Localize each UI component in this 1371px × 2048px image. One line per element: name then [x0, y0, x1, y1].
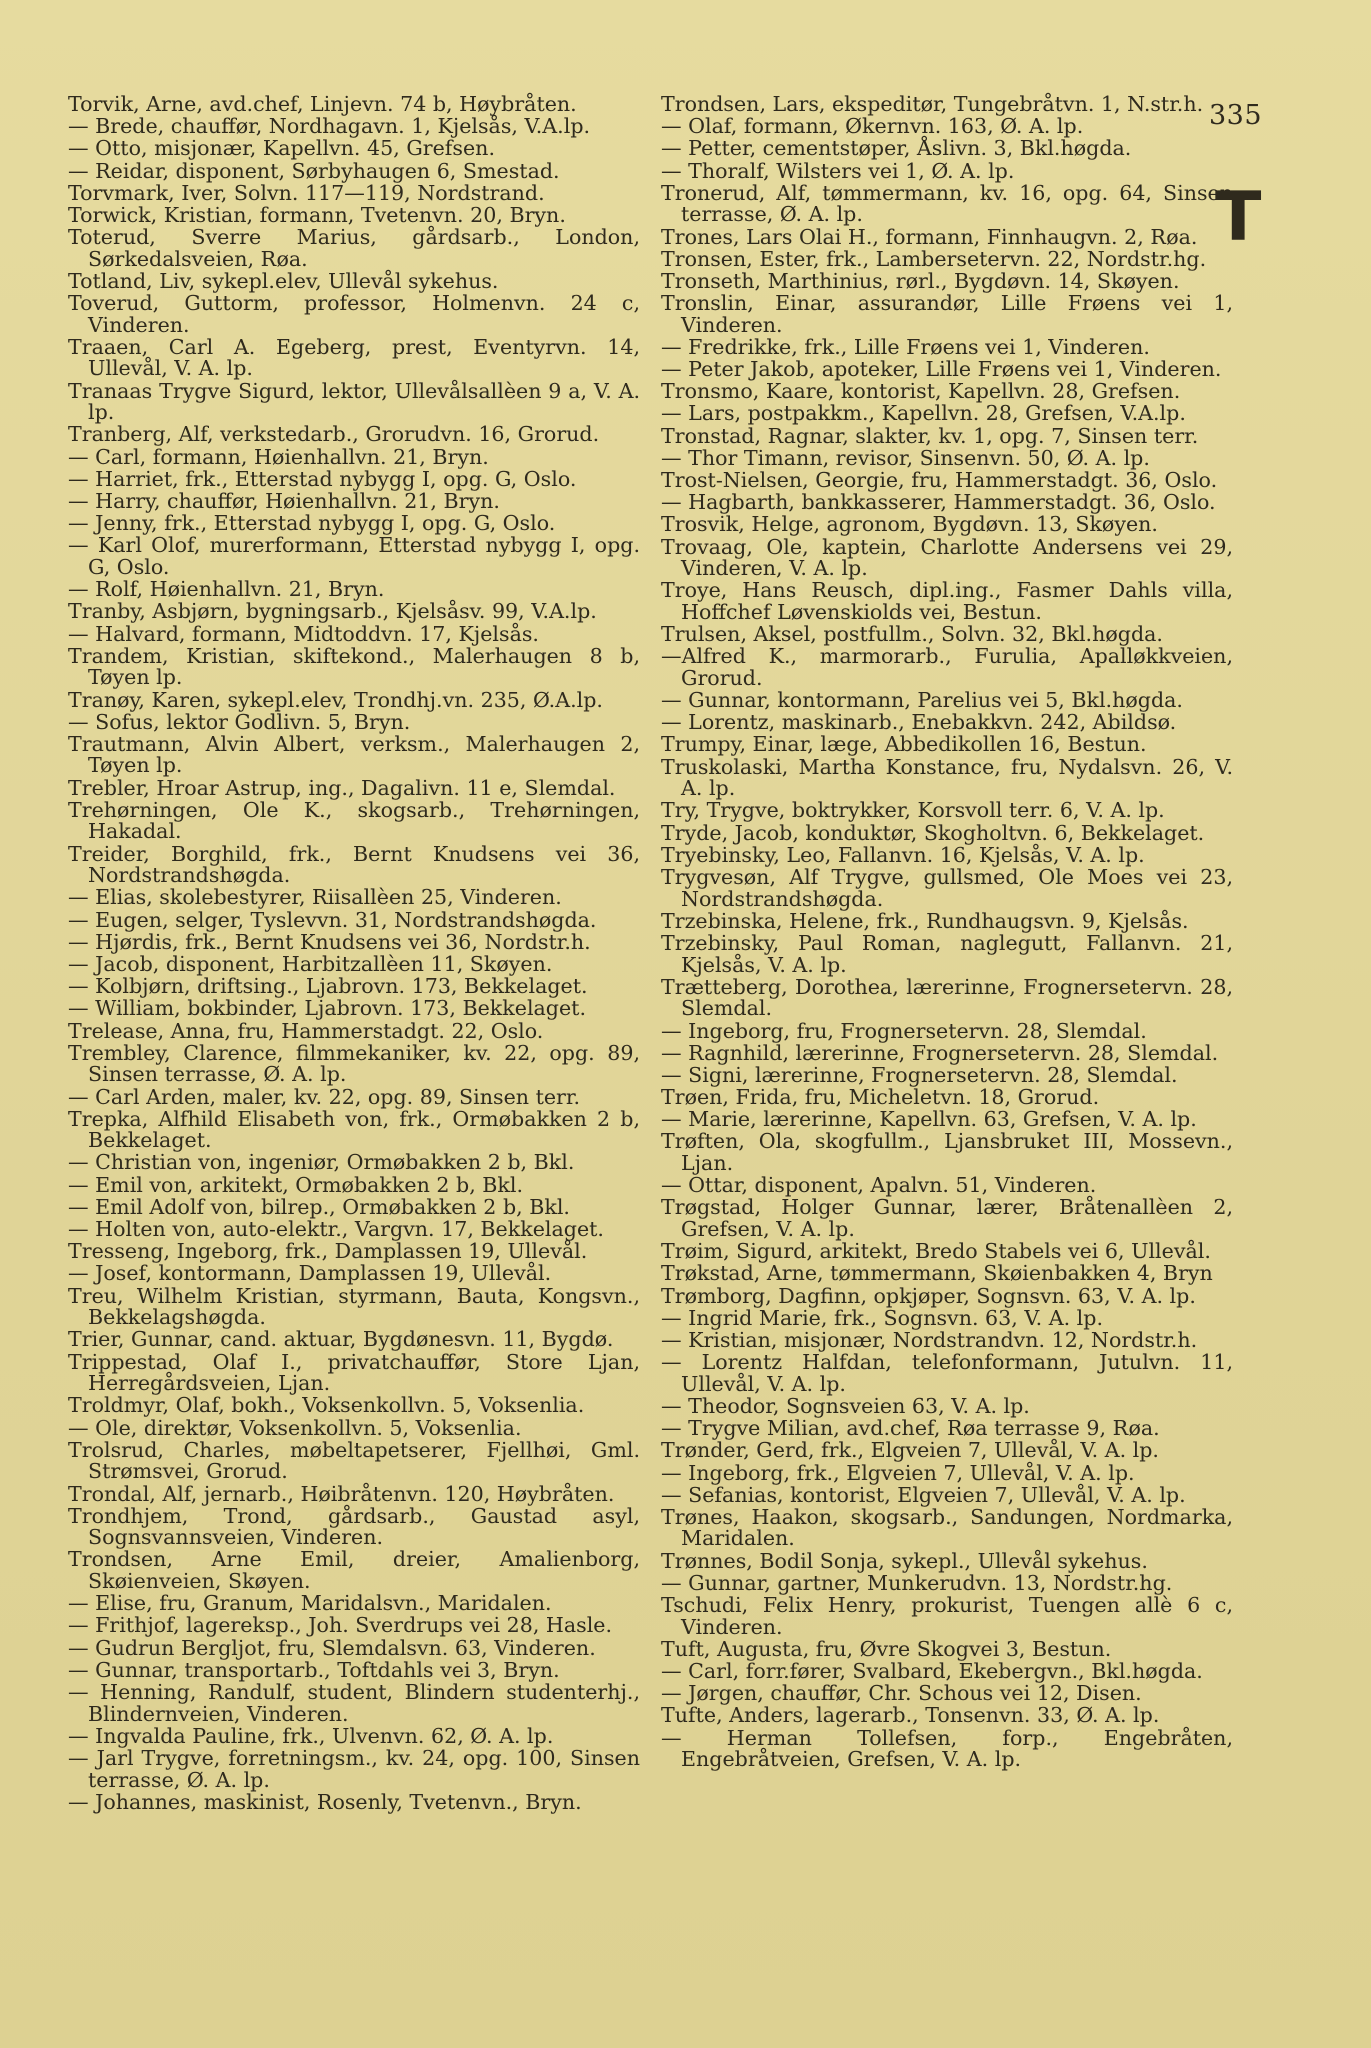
directory-entry: — Lars, postpakkm., Kapellvn. 28, Grefsen, V.A.lp.: [661, 401, 1186, 426]
directory-entry: —Alfred K., marmorarb., Furulia, Apalløkkveien, Grorud.: [661, 644, 1233, 690]
directory-entry: — Gunnar, gartner, Munkerudvn. 13, Nordstr.hg.: [661, 1570, 1173, 1595]
directory-entry: — Lorentz Halfdan, telefonformann, Jutulvn. 11, Ullevål, V. A. lp.: [661, 1350, 1233, 1396]
directory-entry: Truskolaski, Martha Konstance, fru, Nydalsvn. 26, V. A. lp.: [661, 754, 1233, 801]
directory-entry: Trondhjem, Trond, gårdsarb., Gaustad asyl, Sognsvannsveien, Vinderen.: [68, 1503, 640, 1550]
directory-entry: — Jarl Trygve, forretningsm., kv. 24, opg. 100, Sinsen terrasse, Ø. A. lp.: [68, 1745, 640, 1792]
directory-entry: Tronsmo, Kaare, kontorist, Kapellvn. 28, Grefsen.: [661, 379, 1181, 404]
directory-entry: — Emil von, arkitekt, Ormøbakken 2 b, Bkl.: [68, 1172, 524, 1197]
directory-entry: Tryde, Jacob, konduktør, Skogholtvn. 6, Bekkelaget.: [661, 820, 1205, 845]
directory-entry: — William, bokbinder, Ljabrovn. 173, Bekkelaget.: [68, 996, 587, 1021]
directory-entry: — Ingrid Marie, frk., Sognsvn. 63, V. A. lp.: [661, 1305, 1103, 1330]
directory-entry: — Elise, fru, Granum, Maridalsvn., Maridalen.: [68, 1591, 552, 1616]
directory-entry: Trømborg, Dagfinn, opkjøper, Sognsvn. 63, V. A. lp.: [661, 1283, 1196, 1308]
directory-entry: — Halvard, formann, Midtoddvn. 17, Kjelsås.: [68, 621, 539, 646]
directory-entry: Torwick, Kristian, formann, Tvetenvn. 20, Bryn.: [68, 202, 566, 227]
directory-entry: Tuft, Augusta, fru, Øvre Skogvei 3, Bestun.: [661, 1636, 1112, 1661]
directory-entry: Trumpy, Einar, læge, Abbedikollen 16, Bestun.: [661, 732, 1147, 757]
directory-entry: Trondsen, Arne Emil, dreier, Amalienborg, Skøienveien, Skøyen.: [68, 1547, 640, 1594]
directory-entry: — Hjørdis, frk., Bernt Knudsens vei 36, Nordstr.h.: [68, 929, 591, 954]
directory-entry: Tranøy, Karen, sykepl.elev, Trondhj.vn. 235, Ø.A.lp.: [68, 687, 603, 712]
directory-entry: Trones, Lars Olai H., formann, Finnhaugvn. 2, Røa.: [661, 224, 1198, 249]
directory-entry: — Trygve Milian, avd.chef, Røa terrasse 9, Røa.: [661, 1416, 1160, 1441]
directory-entry: Tranaas Trygve Sigurd, lektor, Ullevålsallèen 9 a, V. A. lp.: [68, 378, 640, 425]
directory-entry: Traaen, Carl A. Egeberg, prest, Eventyrvn. 14, Ullevål, V. A. lp.: [68, 334, 640, 381]
directory-entry: Trønes, Haakon, skogsarb., Sandungen, Nordmarka, Maridalen.: [661, 1504, 1233, 1551]
directory-entry: — Jenny, frk., Etterstad nybygg I, opg. G, Oslo.: [68, 511, 556, 536]
directory-entry: — Signi, lærerinne, Frognersetervn. 28, Slemdal.: [661, 1062, 1178, 1087]
directory-entry: Try, Trygve, boktrykker, Korsvoll terr. 6, V. A. lp.: [661, 798, 1165, 823]
directory-entry: — Christian von, ingeniør, Ormøbakken 2 b, Bkl.: [68, 1150, 575, 1175]
directory-entry: Treider, Borghild, frk., Bernt Knudsens vei 36, Nordstrandshøgda.: [68, 841, 640, 888]
directory-entry: Trehørningen, Ole K., skogsarb., Trehørningen, Hakadal.: [68, 797, 640, 844]
directory-entry: — Ingeborg, frk., Elgveien 7, Ullevål, V. A. lp.: [661, 1460, 1135, 1485]
directory-entry: — Karl Olof, murerformann, Etterstad nybygg I, opg. G, Oslo.: [68, 533, 640, 579]
directory-entry: Trøkstad, Arne, tømmermann, Skøienbakken 4, Bryn: [661, 1261, 1213, 1286]
directory-entry: — Jørgen, chauffør, Chr. Schous vei 12, Disen.: [661, 1681, 1142, 1706]
left-column: [68, 94, 640, 1814]
directory-entry: Troye, Hans Reusch, dipl.ing., Fasmer Dahls villa, Hoffchef Løvenskiolds vei, Bestun.: [661, 578, 1233, 624]
directory-entry: Torvik, Arne, avd.chef, Linjevn. 74 b, Høybråten.: [68, 92, 577, 116]
directory-entry: Tronsen, Ester, frk., Lambersetervn. 22, Nordstr.hg.: [661, 246, 1207, 271]
directory-entry: — Marie, lærerinne, Kapellvn. 63, Grefsen, V. A. lp.: [661, 1107, 1197, 1132]
directory-entry: Tryebinsky, Leo, Fallanvn. 16, Kjelsås, V. A. lp.: [661, 842, 1145, 867]
directory-entry: Trippestad, Olaf I., privatchauffør, Store Ljan, Herregårdsveien, Ljan.: [68, 1349, 640, 1396]
directory-entry: Tufte, Anders, lagerarb., Tonsenvn. 33, Ø. A. lp.: [661, 1703, 1160, 1728]
directory-entry: — Ingeborg, fru, Frognersetervn. 28, Slemdal.: [661, 1018, 1147, 1043]
directory-entry: — Harriet, frk., Etterstad nybygg I, opg. G, Oslo.: [68, 466, 577, 491]
directory-entry: Trzebinska, Helene, frk., Rundhaugsvn. 9, Kjelsås.: [661, 908, 1189, 933]
directory-entry: — Ole, direktør, Voksenkollvn. 5, Voksenlia.: [68, 1415, 522, 1440]
directory-entry: Trætteberg, Dorothea, lærerinne, Frognersetervn. 28, Slemdal.: [661, 974, 1233, 1021]
directory-entry: — Rolf, Høienhallvn. 21, Bryn.: [68, 577, 385, 602]
directory-entry: Tresseng, Ingeborg, frk., Damplassen 19, Ullevål.: [68, 1239, 588, 1264]
directory-entry: Trondsen, Lars, ekspeditør, Tungebråtvn. 1, N.str.h.: [661, 92, 1204, 116]
directory-entry: — Carl Arden, maler, kv. 22, opg. 89, Sinsen terr.: [68, 1084, 581, 1109]
directory-entry: — Thor Timann, revisor, Sinsenvn. 50, Ø. A. lp.: [661, 445, 1150, 470]
directory-entry: Trulsen, Aksel, postfullm., Solvn. 32, Bkl.høgda.: [661, 622, 1163, 647]
directory-entry: Tranby, Asbjørn, bygningsarb., Kjelsåsv. 99, V.A.lp.: [68, 599, 597, 624]
directory-entry: Trondal, Alf, jernarb., Høibråtenvn. 120, Høybråten.: [68, 1481, 615, 1506]
directory-entry: Trebler, Hroar Astrup, ing., Dagalivn. 11 e, Slemdal.: [68, 775, 616, 800]
directory-entry: — Holten von, auto-elektr., Vargvn. 17, Bekkelaget.: [68, 1217, 604, 1242]
directory-entry: — Eugen, selger, Tyslevvn. 31, Nordstrandshøgda.: [68, 907, 597, 932]
directory-entry: — Otto, misjonær, Kapellvn. 45, Grefsen.: [68, 136, 495, 161]
directory-entry: Trost-Nielsen, Georgie, fru, Hammerstadgt. 36, Oslo.: [661, 468, 1218, 492]
directory-entry: Trovaag, Ole, kaptein, Charlotte Andersens vei 29, Vinderen, V. A. lp.: [661, 534, 1233, 581]
directory-entry: Tronerud, Alf, tømmermann, kv. 16, opg. 64, Sinsen terrasse, Ø. A. lp.: [661, 180, 1233, 227]
section-letter: T: [1215, 178, 1262, 257]
directory-entry: Trolsrud, Charles, møbeltapetserer, Fjellhøi, Gml. Strømsvei, Grorud.: [68, 1437, 640, 1484]
directory-entry: — Brede, chauffør, Nordhagavn. 1, Kjelsås, V.A.lp.: [68, 114, 591, 139]
directory-entry: Trzebinsky, Paul Roman, naglegutt, Fallanvn. 21, Kjelsås, V. A. lp.: [661, 930, 1233, 977]
directory-entry: — Henning, Randulf, student, Blindern studenterhj., Blindernveien, Vinderen.: [68, 1680, 640, 1726]
directory-entry: Tschudi, Felix Henry, prokurist, Tuengen allè 6 c, Vinderen.: [661, 1593, 1233, 1639]
directory-entry: — Gunnar, transportarb., Toftdahls vei 3, Bryn.: [68, 1657, 560, 1682]
directory-entry: Tronstad, Ragnar, slakter, kv. 1, opg. 7, Sinsen terr.: [661, 423, 1199, 448]
directory-entry: Trønnes, Bodil Sonja, sykepl., Ullevål sykehus.: [661, 1548, 1148, 1573]
directory-entry: Trøim, Sigurd, arkitekt, Bredo Stabels vei 6, Ullevål.: [661, 1239, 1211, 1264]
directory-entry: — Harry, chauffør, Høienhallvn. 21, Bryn.: [68, 489, 500, 513]
directory-entry: — Ottar, disponent, Apalvn. 51, Vinderen.: [661, 1173, 1097, 1198]
directory-entry: Trygvesøn, Alf Trygve, gullsmed, Ole Moes vei 23, Nordstrandshøgda.: [661, 865, 1233, 911]
directory-entry: — Hagbarth, bankkasserer, Hammerstadgt. 36, Oslo.: [661, 490, 1216, 515]
directory-entry: Trøen, Frida, fru, Micheletvn. 18, Grorud.: [661, 1085, 1100, 1110]
directory-entry: — Gunnar, kontormann, Parelius vei 5, Bkl.høgda.: [661, 688, 1183, 713]
directory-entry: — Thoralf, Wilsters vei 1, Ø. A. lp.: [661, 158, 1015, 183]
directory-entry: Trøgstad, Holger Gunnar, lærer, Bråtenallèen 2, Grefsen, V. A. lp.: [661, 1195, 1233, 1242]
directory-entry: Trepka, Alfhild Elisabeth von, frk., Ormøbakken 2 b, Bekkelaget.: [68, 1106, 640, 1153]
right-column: [661, 94, 1233, 1771]
directory-entry: — Olaf, formann, Økernvn. 163, Ø. A. lp.: [661, 114, 1084, 139]
directory-entry: Trandem, Kristian, skiftekond., Malerhaugen 8 b, Tøyen lp.: [68, 643, 640, 690]
directory-entry: Totland, Liv, sykepl.elev, Ullevål sykehus.: [68, 268, 499, 293]
directory-entry: — Carl, forr.fører, Svalbard, Ekebergvn., Bkl.høgda.: [661, 1659, 1203, 1683]
directory-entry: Toverud, Guttorm, professor, Holmenvn. 24 c, Vinderen.: [68, 291, 640, 337]
directory-entry: — Sofus, lektor Godlivn. 5, Bryn.: [68, 709, 411, 734]
directory-entry: Troldmyr, Olaf, bokh., Voksenkollvn. 5, Voksenlia.: [68, 1393, 585, 1418]
directory-entry: — Peter Jakob, apoteker, Lille Frøens vei 1, Vinderen.: [661, 357, 1222, 382]
directory-entry: Tronslin, Einar, assurandør, Lille Frøens vei 1, Vinderen.: [661, 291, 1233, 337]
directory-entry: — Frithjof, lagereksp., Joh. Sverdrups vei 28, Hasle.: [68, 1613, 613, 1638]
directory-entry: Trier, Gunnar, cand. aktuar, Bygdønesvn. 11, Bygdø.: [68, 1327, 614, 1352]
directory-entry: Trelease, Anna, fru, Hammerstadgt. 22, Oslo.: [68, 1018, 544, 1043]
directory-entry: Trønder, Gerd, frk., Elgveien 7, Ullevål, V. A. lp.: [661, 1438, 1159, 1463]
directory-entry: — Ingvalda Pauline, frk., Ulvenvn. 62, Ø. A. lp.: [68, 1723, 554, 1748]
directory-entry: — Lorentz, maskinarb., Enebakkvn. 242, Abildsø.: [661, 710, 1177, 735]
directory-entry: Tranberg, Alf, verkstedarb., Grorudvn. 16, Grorud.: [68, 422, 600, 447]
directory-entry: — Herman Tollefsen, forp., Engebråten, Engebråtveien, Grefsen, V. A. lp.: [661, 1725, 1233, 1772]
directory-entry: — Fredrikke, frk., Lille Frøens vei 1, Vinderen.: [661, 334, 1150, 359]
directory-entry: — Kristian, misjonær, Nordstrandvn. 12, Nordstr.h.: [661, 1327, 1198, 1352]
directory-entry: — Reidar, disponent, Sørbyhaugen 6, Smestad.: [68, 158, 560, 183]
directory-entry: — Emil Adolf von, bilrep., Ormøbakken 2 b, Bkl.: [68, 1194, 570, 1219]
directory-entry: — Carl, formann, Høienhallvn. 21, Bryn.: [68, 444, 489, 469]
directory-entry: — Kolbjørn, driftsing., Ljabrovn. 173, Bekkelaget.: [68, 974, 588, 999]
directory-entry: — Jacob, disponent, Harbitzallèen 11, Skøyen.: [68, 951, 553, 976]
directory-entry: — Johannes, maskinist, Rosenly, Tvetenvn., Bryn.: [68, 1789, 582, 1814]
directory-entry: — Petter, cementstøper, Åslivn. 3, Bkl.høgda.: [661, 136, 1132, 161]
directory-entry: — Josef, kontormann, Damplassen 19, Ullevål.: [68, 1261, 552, 1286]
directory-entry: — Theodor, Sognsveien 63, V. A. lp.: [661, 1393, 1030, 1418]
directory-entry: Tronseth, Marthinius, rørl., Bygdøvn. 14, Skøyen.: [661, 268, 1180, 293]
directory-entry: Toterud, Sverre Marius, gårdsarb., London, Sørkedalsveien, Røa.: [68, 225, 640, 271]
directory-entry: Trautmann, Alvin Albert, verksm., Malerhaugen 2, Tøyen lp.: [68, 731, 640, 778]
directory-entry: Trøften, Ola, skogfullm., Ljansbruket III, Mossevn., Ljan.: [661, 1129, 1233, 1176]
directory-entry: Trembley, Clarence, filmmekaniker, kv. 22, opg. 89, Sinsen terrasse, Ø. A. lp.: [68, 1040, 640, 1087]
page-number: 335: [1209, 100, 1263, 131]
directory-entry: Treu, Wilhelm Kristian, styrmann, Bauta, Kongsvn., Bekkelagshøgda.: [68, 1283, 640, 1330]
directory-entry: — Elias, skolebestyrer, Riisallèen 25, Vinderen.: [68, 885, 562, 910]
directory-entry: — Gudrun Bergljot, fru, Slemdalsvn. 63, Vinderen.: [68, 1635, 596, 1660]
directory-entry: — Ragnhild, lærerinne, Frognersetervn. 28, Slemdal.: [661, 1040, 1219, 1065]
directory-entry: — Sefanias, kontorist, Elgveien 7, Ullevål, V. A. lp.: [661, 1482, 1186, 1507]
directory-entry: Trosvik, Helge, agronom, Bygdøvn. 13, Skøyen.: [661, 512, 1158, 537]
directory-entry: Torvmark, Iver, Solvn. 117—119, Nordstrand.: [68, 180, 545, 205]
